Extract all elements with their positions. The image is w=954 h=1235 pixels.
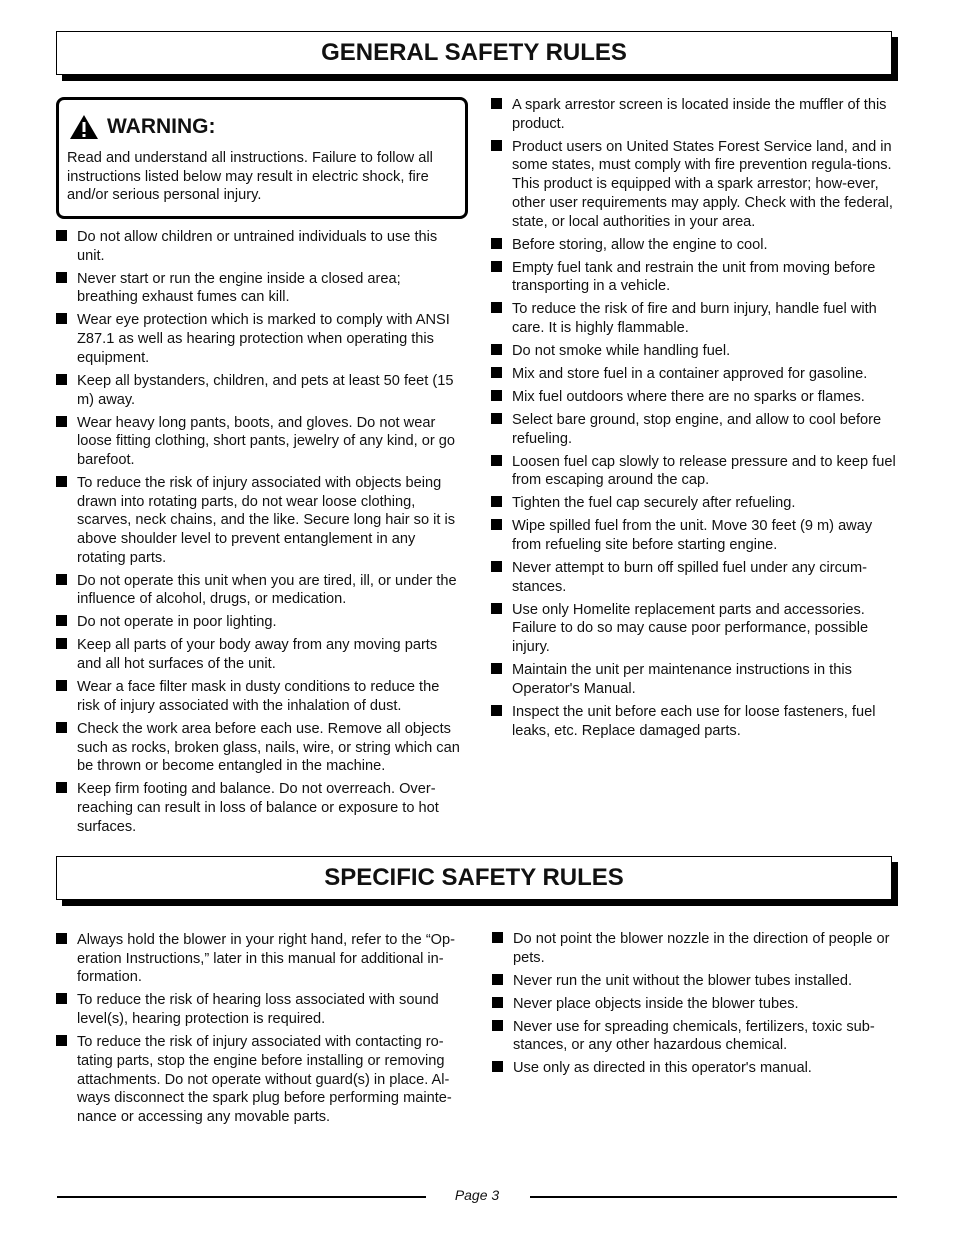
bullet-square-icon [491, 261, 502, 272]
bullet-square-icon [491, 390, 502, 401]
specific-rule-item-text: Never run the unit without the blower tubes installed. [513, 972, 853, 989]
general-rule-item [491, 342, 898, 361]
specific-rule-item [492, 930, 900, 967]
general-rule-item-text: To reduce the risk of injury associated with objects being drawn into rotating parts, do not wear loose clothing, scarves, neck chains, and the like. Secure long hair so it is above shoulder level to prevent entanglement in any rotating parts. [77, 474, 456, 566]
specific-rule-item [492, 995, 900, 1014]
bullet-square-icon [56, 782, 67, 793]
general-rule-item-text: Loosen fuel cap slowly to release pressure and to keep fuel from escaping around the cap. [512, 453, 896, 489]
bullet-square-icon [56, 416, 67, 427]
bullet-square-icon [491, 603, 502, 614]
bullet-square-icon [491, 455, 502, 466]
bullet-square-icon [56, 615, 67, 626]
specific-rule-item-text: To reduce the risk of injury associated with contacting ro-tating parts, stop the engine before installing or removing attachments. Do not operate without guard(s) in place. Al-ways disconnect the spark plug before performing mainte-nance or accessing any movable parts. [77, 1034, 452, 1125]
warning-header [69, 114, 216, 140]
general-safety-banner [56, 31, 892, 75]
general-rule-item [491, 388, 898, 407]
general-rule-item [56, 780, 462, 836]
general-rule-item [491, 259, 898, 296]
general-rule-item [56, 414, 462, 470]
general-rule-item [491, 559, 898, 596]
page-number: Page 3 [454, 1187, 500, 1203]
bullet-square-icon [56, 313, 67, 324]
bullet-square-icon [491, 140, 502, 151]
general-rule-item [491, 300, 898, 337]
general-left-column [56, 228, 462, 841]
bullet-square-icon [491, 663, 502, 674]
bullet-square-icon [492, 932, 503, 943]
specific-rule-item [56, 931, 466, 987]
warning-box [56, 97, 468, 219]
general-rule-item-text: Keep all parts of your body away from any moving parts and all hot surfaces of the unit. [77, 637, 438, 673]
bullet-square-icon [492, 1061, 503, 1072]
general-rule-item [491, 601, 898, 657]
general-rule-item-text: Use only Homelite replacement parts and accessories. Failure to do so may cause poor performance, possible injury. [512, 601, 869, 656]
general-rule-item [56, 474, 462, 568]
bullet-square-icon [491, 519, 502, 530]
general-rule-item [56, 270, 462, 307]
general-rule-item-text: Mix and store fuel in a container approved for gasoline. [512, 365, 868, 382]
general-rule-item-text: Product users on United States Forest Service land, and in some states, must comply with fire prevention regula-tions. This product is equipped with a spark arrestor; how-ever, other user requirements may apply. Check with the federal, state, or local authorities in your area. [512, 138, 893, 230]
bullet-square-icon [56, 574, 67, 585]
specific-safety-banner [56, 856, 892, 900]
general-rule-item-text: A spark arrestor screen is located inside the muffler of this product. [512, 97, 887, 132]
warning-text: Read and understand all instructions. Failure to follow all instructions listed below may result in electric shock, fire and/or serious personal injury. [67, 150, 433, 204]
general-rule-item [56, 636, 462, 673]
bullet-square-icon [56, 993, 67, 1004]
general-rule-item [56, 372, 462, 409]
bullet-square-icon [56, 1035, 67, 1046]
bullet-square-icon [492, 1020, 503, 1031]
general-rule-item-text: Do not operate in poor lighting. [77, 614, 277, 631]
specific-rule-item-text: Do not point the blower nozzle in the direction of people or pets. [513, 931, 890, 966]
general-rule-item [491, 494, 898, 513]
specific-rule-item-text: Always hold the blower in your right hand, refer to the “Op-eration Instructions,” later in this manual for additional in-formation. [77, 932, 456, 986]
specific-rule-item [492, 1059, 900, 1078]
general-rule-item-text: Never start or run the engine inside a closed area; breathing exhaust fumes can kill. [77, 270, 401, 306]
bullet-square-icon [56, 933, 67, 944]
general-rule-item-text: Maintain the unit per maintenance instructions in this Operator's Manual. [512, 662, 852, 697]
general-right-column [491, 96, 898, 745]
specific-safety-title: SPECIFIC SAFETY RULES [324, 864, 624, 891]
bullet-square-icon [491, 367, 502, 378]
bullet-square-icon [56, 230, 67, 241]
general-rule-item-text: Do not smoke while handling fuel. [512, 342, 731, 359]
specific-rule-item-text: Never place objects inside the blower tubes. [513, 995, 799, 1012]
general-rule-item-text: Keep firm footing and balance. Do not overreach. Over-reaching can result in loss of balance or exposure to hot surfaces. [77, 781, 439, 835]
bullet-square-icon [491, 705, 502, 716]
bullet-square-icon [492, 974, 503, 985]
general-rule-item [491, 411, 898, 448]
general-rule-item [56, 311, 462, 367]
general-rule-item-text: Never attempt to burn off spilled fuel under any circum-stances. [512, 560, 868, 595]
bullet-square-icon [56, 374, 67, 385]
general-rule-item [491, 138, 898, 232]
bullet-square-icon [56, 680, 67, 691]
general-rule-item [56, 572, 462, 609]
general-rule-item [491, 517, 898, 554]
general-rule-item [491, 236, 898, 255]
warning-triangle-icon [69, 114, 99, 140]
bullet-square-icon [56, 272, 67, 283]
specific-left-column [56, 931, 466, 1131]
general-rule-item [491, 703, 898, 740]
bullet-square-icon [491, 302, 502, 313]
specific-rule-item [492, 972, 900, 991]
specific-rule-item [56, 1033, 466, 1127]
bullet-square-icon [56, 476, 67, 487]
general-rule-item-text: Do not operate this unit when you are tired, ill, or under the influence of alcohol, drugs, or medication. [77, 572, 457, 608]
general-rule-item [56, 228, 462, 265]
general-rule-item [491, 96, 898, 133]
general-rule-item [491, 365, 898, 384]
specific-rule-item [492, 1018, 900, 1055]
general-rule-item-text: Keep all bystanders, children, and pets at least 50 feet (15 m) away. [77, 372, 454, 408]
bullet-square-icon [491, 496, 502, 507]
general-rule-item-text: Wear eye protection which is marked to comply with ANSI Z87.1 as well as hearing protection when operating this equipment. [77, 312, 450, 366]
general-rule-item-text: Wear heavy long pants, boots, and gloves. Do not wear loose fitting clothing, short pants, jewelry of any kind, or go barefoot. [77, 414, 456, 468]
specific-rule-item-text: Use only as directed in this operator's manual. [513, 1060, 812, 1077]
general-rule-item [491, 661, 898, 698]
bullet-square-icon [491, 561, 502, 572]
bullet-square-icon [491, 344, 502, 355]
general-rule-item-text: Mix fuel outdoors where there are no sparks or flames. [512, 388, 865, 405]
general-rule-item [491, 453, 898, 490]
general-rule-item-text: Wipe spilled fuel from the unit. Move 30 feet (9 m) away from refueling site before starting engine. [512, 518, 873, 554]
general-rule-item-text: Inspect the unit before each use for loose fasteners, fuel leaks, etc. Replace damaged parts. [512, 703, 876, 739]
bullet-square-icon [491, 98, 502, 109]
general-rule-item-text: Tighten the fuel cap securely after refueling. [512, 495, 796, 512]
bullet-square-icon [492, 997, 503, 1008]
general-rule-item-text: Wear a face filter mask in dusty conditions to reduce the risk of injury associated with the inhalation of dust. [77, 679, 440, 714]
bullet-square-icon [56, 638, 67, 649]
general-rule-item [56, 613, 462, 632]
bullet-square-icon [491, 413, 502, 424]
specific-right-column [492, 930, 900, 1082]
warning-heading: WARNING: [107, 115, 216, 138]
general-rule-item-text: To reduce the risk of fire and burn injury, handle fuel with care. It is highly flammable. [512, 301, 877, 336]
general-rule-item-text: Do not allow children or untrained individuals to use this unit. [77, 229, 438, 264]
specific-rule-item-text: To reduce the risk of hearing loss associated with sound level(s), hearing protection is required. [77, 992, 439, 1028]
bullet-square-icon [491, 238, 502, 249]
general-rule-item-text: Empty fuel tank and restrain the unit from moving before transporting in a vehicle. [512, 259, 876, 295]
general-rule-item-text: Check the work area before each use. Remove all objects such as rocks, broken glass, nails, wire, or string which can be thrown or become entangled in the machine. [77, 720, 460, 775]
general-rule-item [56, 720, 462, 776]
general-rule-item-text: Before storing, allow the engine to cool. [512, 236, 768, 253]
bullet-square-icon [56, 722, 67, 733]
general-rule-item-text: Select bare ground, stop engine, and allow to cool before refueling. [512, 411, 882, 447]
general-rule-item [56, 678, 462, 715]
general-safety-title: GENERAL SAFETY RULES [321, 39, 627, 66]
specific-rule-item [56, 991, 466, 1028]
specific-rule-item-text: Never use for spreading chemicals, fertilizers, toxic sub-stances, or any other hazardous chemical. [513, 1018, 875, 1054]
